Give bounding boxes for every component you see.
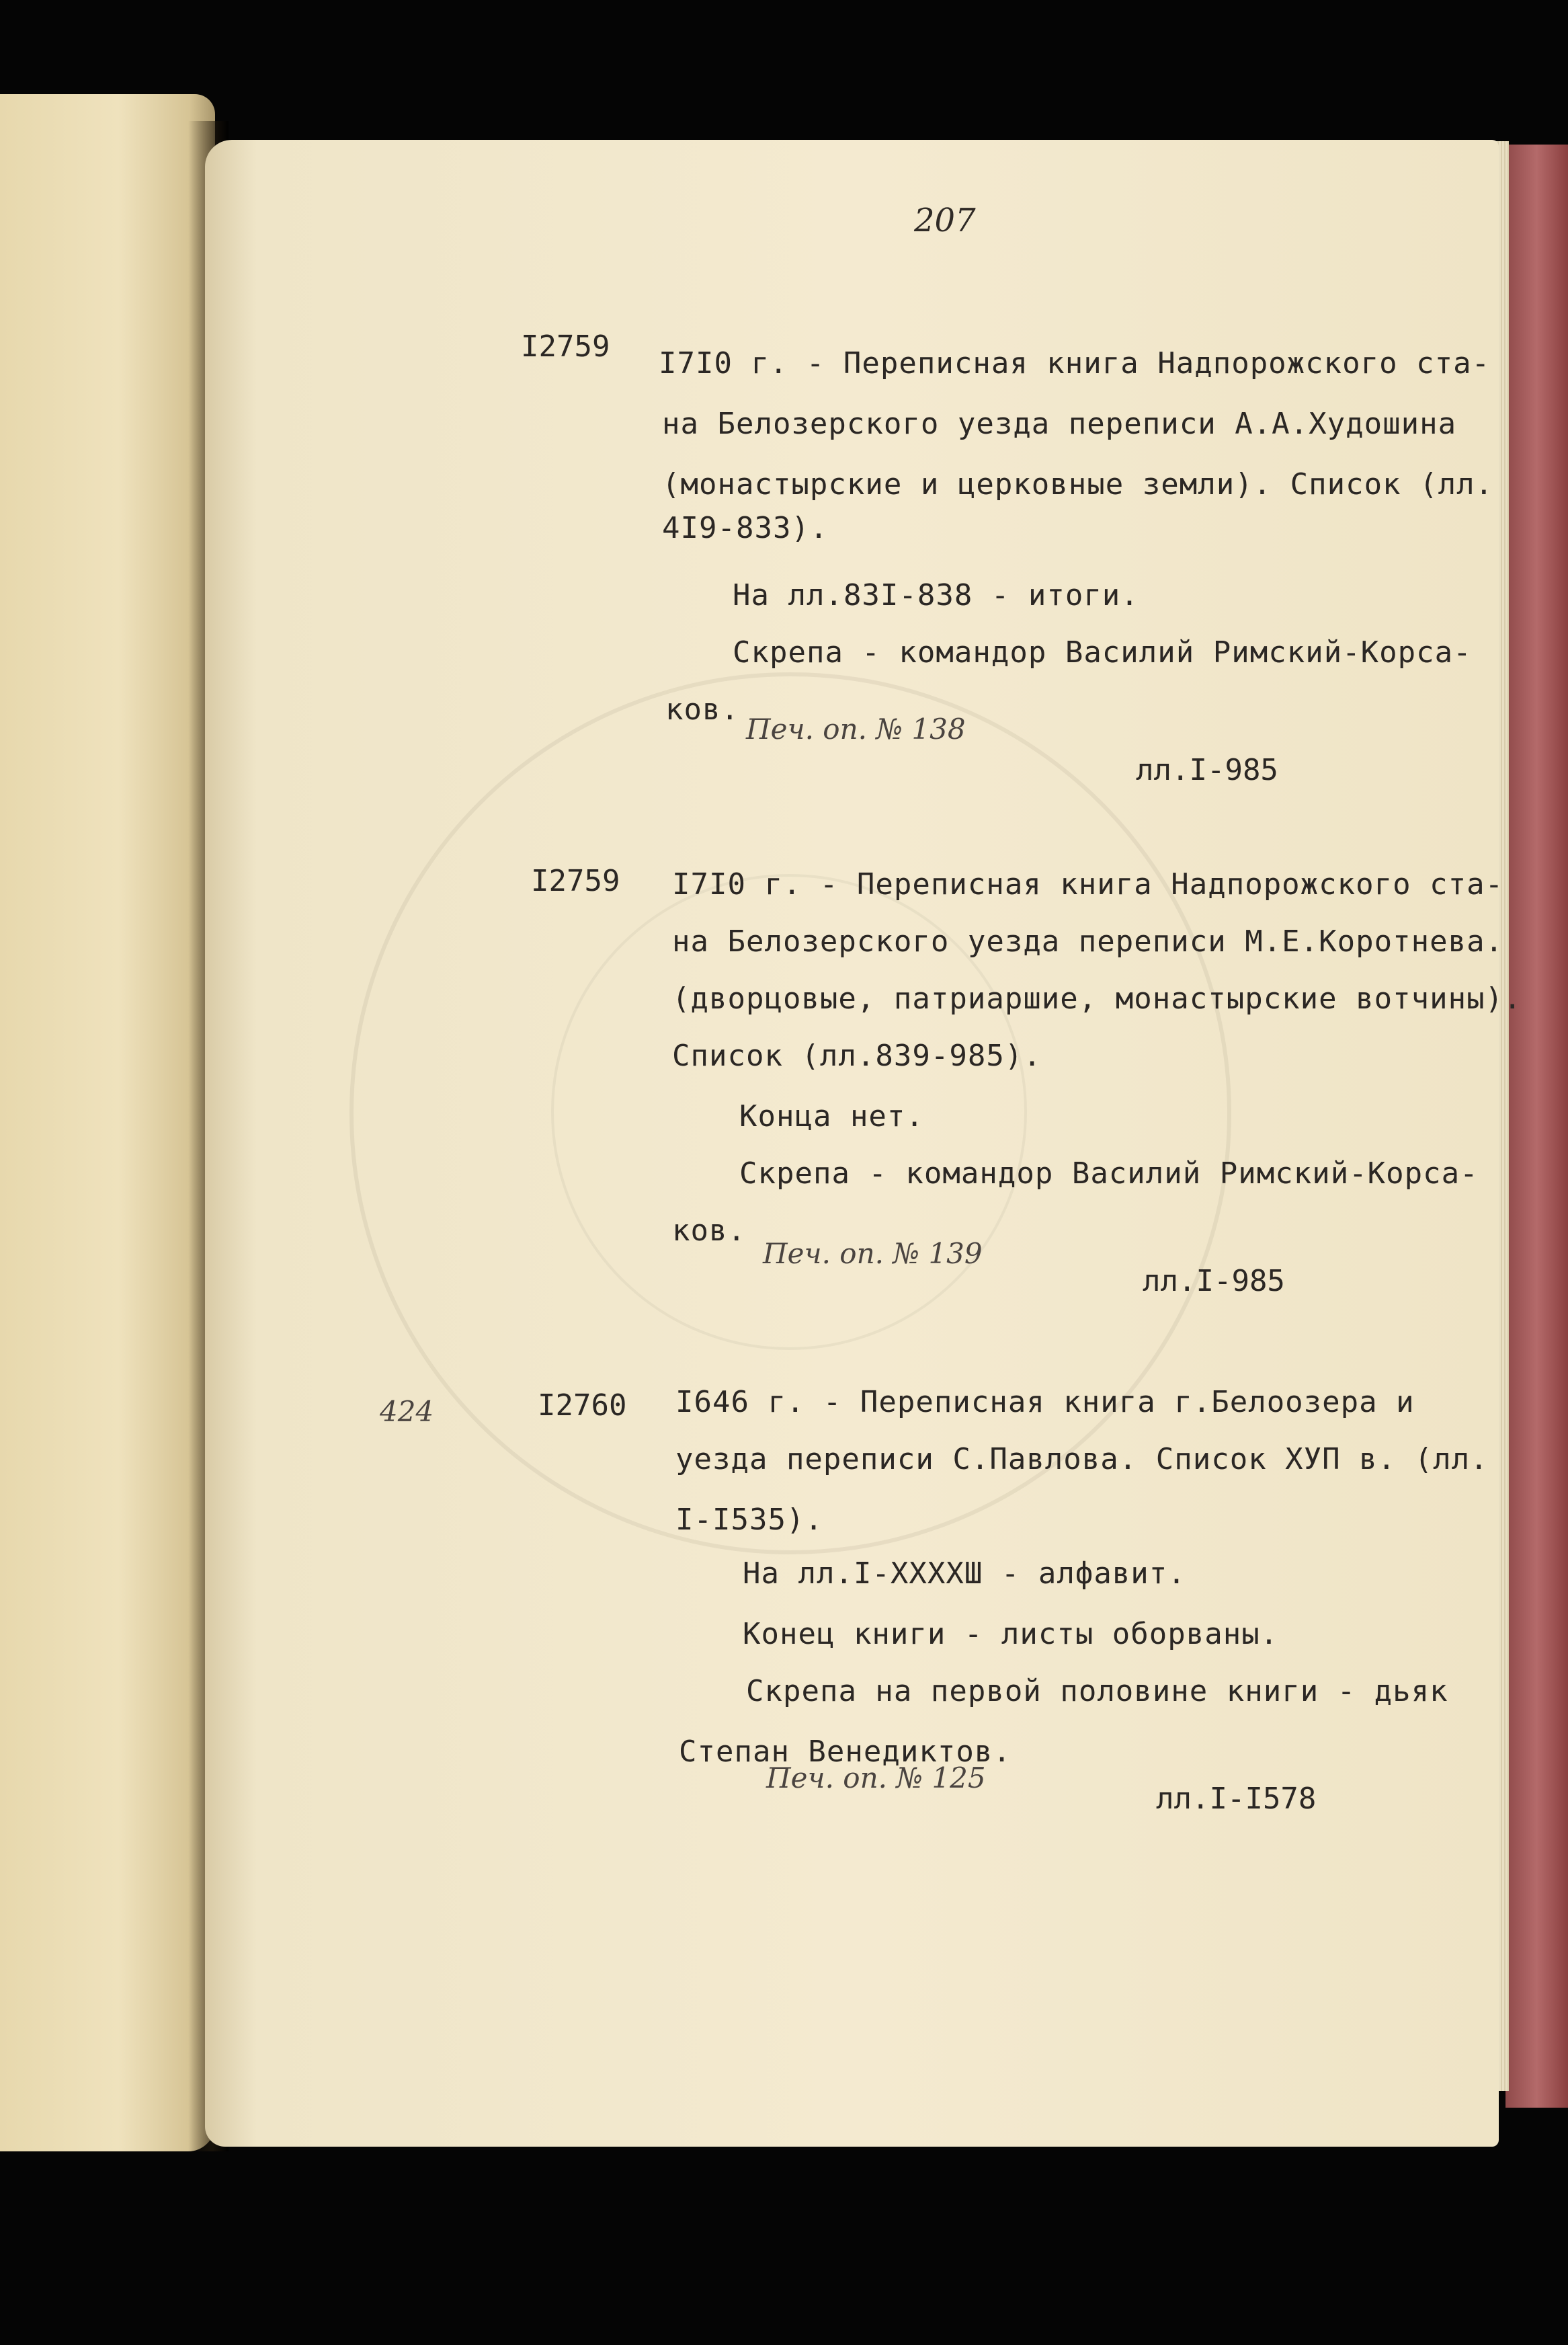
entry-line: уезда переписи С.Павлова. Список ХУП в. (лл. (675, 1442, 1489, 1476)
entry-number: I2760 (538, 1388, 627, 1423)
entry-line: I7I0 г. - Переписная книга Надпорожского ста- (672, 867, 1504, 902)
entry-line: Список (лл.839-985). (672, 1039, 1042, 1073)
entry-number: I2759 (531, 864, 620, 898)
entry-number: I2759 (521, 329, 610, 364)
entry-line: (монастырские и церковные земли). Список (лл. (662, 467, 1494, 502)
entry-line: Степан Венедиктов. (679, 1735, 1012, 1769)
entry-line: 4I9-833). (662, 511, 829, 545)
entry-line: I646 г. - Переписная книга г.Белоозера и (675, 1385, 1415, 1419)
entry-line: На лл.83I-838 - итоги. (733, 578, 1139, 612)
left-page (0, 94, 215, 2151)
entry-line: ков. (672, 1214, 746, 1248)
entry-line: Скрепа на первой половине книги - дьяк (746, 1674, 1448, 1708)
entry-line: Скрепа - командор Василий Римский-Корса- (739, 1156, 1479, 1191)
entry-line: I-I535). (675, 1503, 823, 1537)
folio-range: лл.I-985 (1143, 1264, 1285, 1298)
folio-range: лл.I-I578 (1156, 1782, 1317, 1816)
entry-line: (дворцовые, патриаршие, монастырские вотчины). (672, 982, 1522, 1016)
entry-line: на Белозерского уезда переписи М.Е.Коротнева. (672, 924, 1504, 959)
margin-note: 424 (380, 1395, 434, 1428)
handwritten-note: Печ. оп. № 139 (763, 1237, 983, 1270)
handwritten-note: Печ. оп. № 138 (746, 713, 966, 746)
entry-line: Скрепа - командор Василий Римский-Корса- (733, 635, 1472, 670)
book-binding (1505, 145, 1568, 2108)
entry-line: Конца нет. (739, 1099, 924, 1134)
handwritten-note: Печ. оп. № 125 (766, 1761, 986, 1794)
entry-line: На лл.I-XXXXШ - алфавит. (743, 1556, 1186, 1591)
entry-line: ков. (665, 692, 739, 727)
entry-line: I7I0 г. - Переписная книга Надпорожского ста- (659, 346, 1491, 381)
entry-line: Конец книги - листы оборваны. (743, 1617, 1279, 1651)
folio-range: лл.I-985 (1136, 753, 1278, 787)
page-number: 207 (914, 202, 976, 239)
entry-line: на Белозерского уезда переписи А.А.Худошина (662, 407, 1457, 441)
